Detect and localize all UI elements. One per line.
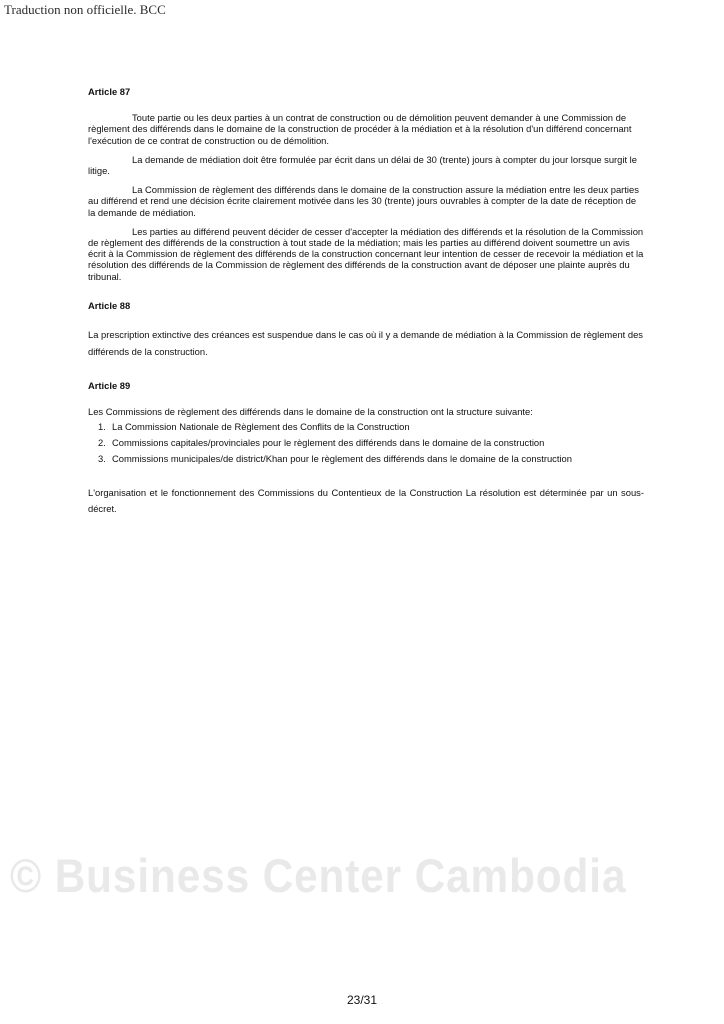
list-item-text: Commissions capitales/provinciales pour le règlement des différends dans le domaine de la construction <box>112 437 545 449</box>
list-item-number: 2. <box>98 437 106 449</box>
document-header: Traduction non officielle. BCC <box>4 2 166 17</box>
article-87-paragraph-2: La demande de médiation doit être formulée par écrit dans un délai de 30 (trente) jours à compter du jour lorsque surgit le litige. <box>88 153 637 177</box>
page-number: 23/31 <box>346 993 378 1007</box>
article-87-title: Article 87 <box>88 86 131 97</box>
article-89 <box>88 380 644 517</box>
article-89-title: Article 89 <box>88 380 131 392</box>
article-87-paragraph-1: Toute partie ou les deux parties à un contrat de construction ou de démolition peuvent demander à une Commission de règlement des différends dans le domaine de la construction de procéder à la médiation et à la résolution d'un différend concernant l'exécution de ce contrat de construction ou de démolition. <box>88 112 632 146</box>
article-87 <box>88 86 644 282</box>
list-item-text: La Commission Nationale de Règlement des Conflits de la Construction <box>112 421 410 433</box>
article-87-paragraph-3: La Commission de règlement des différends dans le domaine de la construction assure la médiation entre les deux parties au différend et rend une décision écrite clairement motivée dans les 30 (trente) jours ouvrables à compter de la date de réception de la demande de médiation. <box>88 184 639 218</box>
commission-structure-list <box>88 421 644 465</box>
article-89-intro: Les Commissions de règlement des différends dans le domaine de la construction ont la structure suivante: <box>88 406 533 418</box>
list-item <box>98 421 644 433</box>
list-item <box>98 437 644 449</box>
list-item-number: 3. <box>98 453 106 465</box>
watermark: © Business Center Cambodia <box>10 849 627 902</box>
article-88-text: La prescription extinctive des créances est suspendue dans le cas où il y a demande de médiation à la Commission de règlement des différends de la construction. <box>88 329 643 358</box>
list-item-text: Commissions municipales/de district/Khan pour le règlement des différends dans le domaine de la construction <box>112 453 572 465</box>
article-88 <box>88 300 644 360</box>
article-87-paragraph-4: Les parties au différend peuvent décider de cesser d'accepter la médiation des différends et la résolution de la Commission de règlement des différends de la construction à tout stade de la médiation; mais les parties au différend doivent soumettre un avis écrit à la Commission de règlement des différends de la construction concernant leur intention de cesser de recevoir la médiation et la résolution des différends de la Commission de règlement des différends de la construction avant de déposer une plainte auprès du tribunal. <box>88 225 644 282</box>
article-88-title: Article 88 <box>88 299 131 311</box>
document-body <box>88 86 644 527</box>
list-item-number: 1. <box>98 421 106 433</box>
list-item <box>98 453 644 465</box>
article-89-closing: L'organisation et le fonctionnement des Commissions du Contentieux de la Construction La résolution est déterminée par un sous-décret. <box>88 487 644 515</box>
